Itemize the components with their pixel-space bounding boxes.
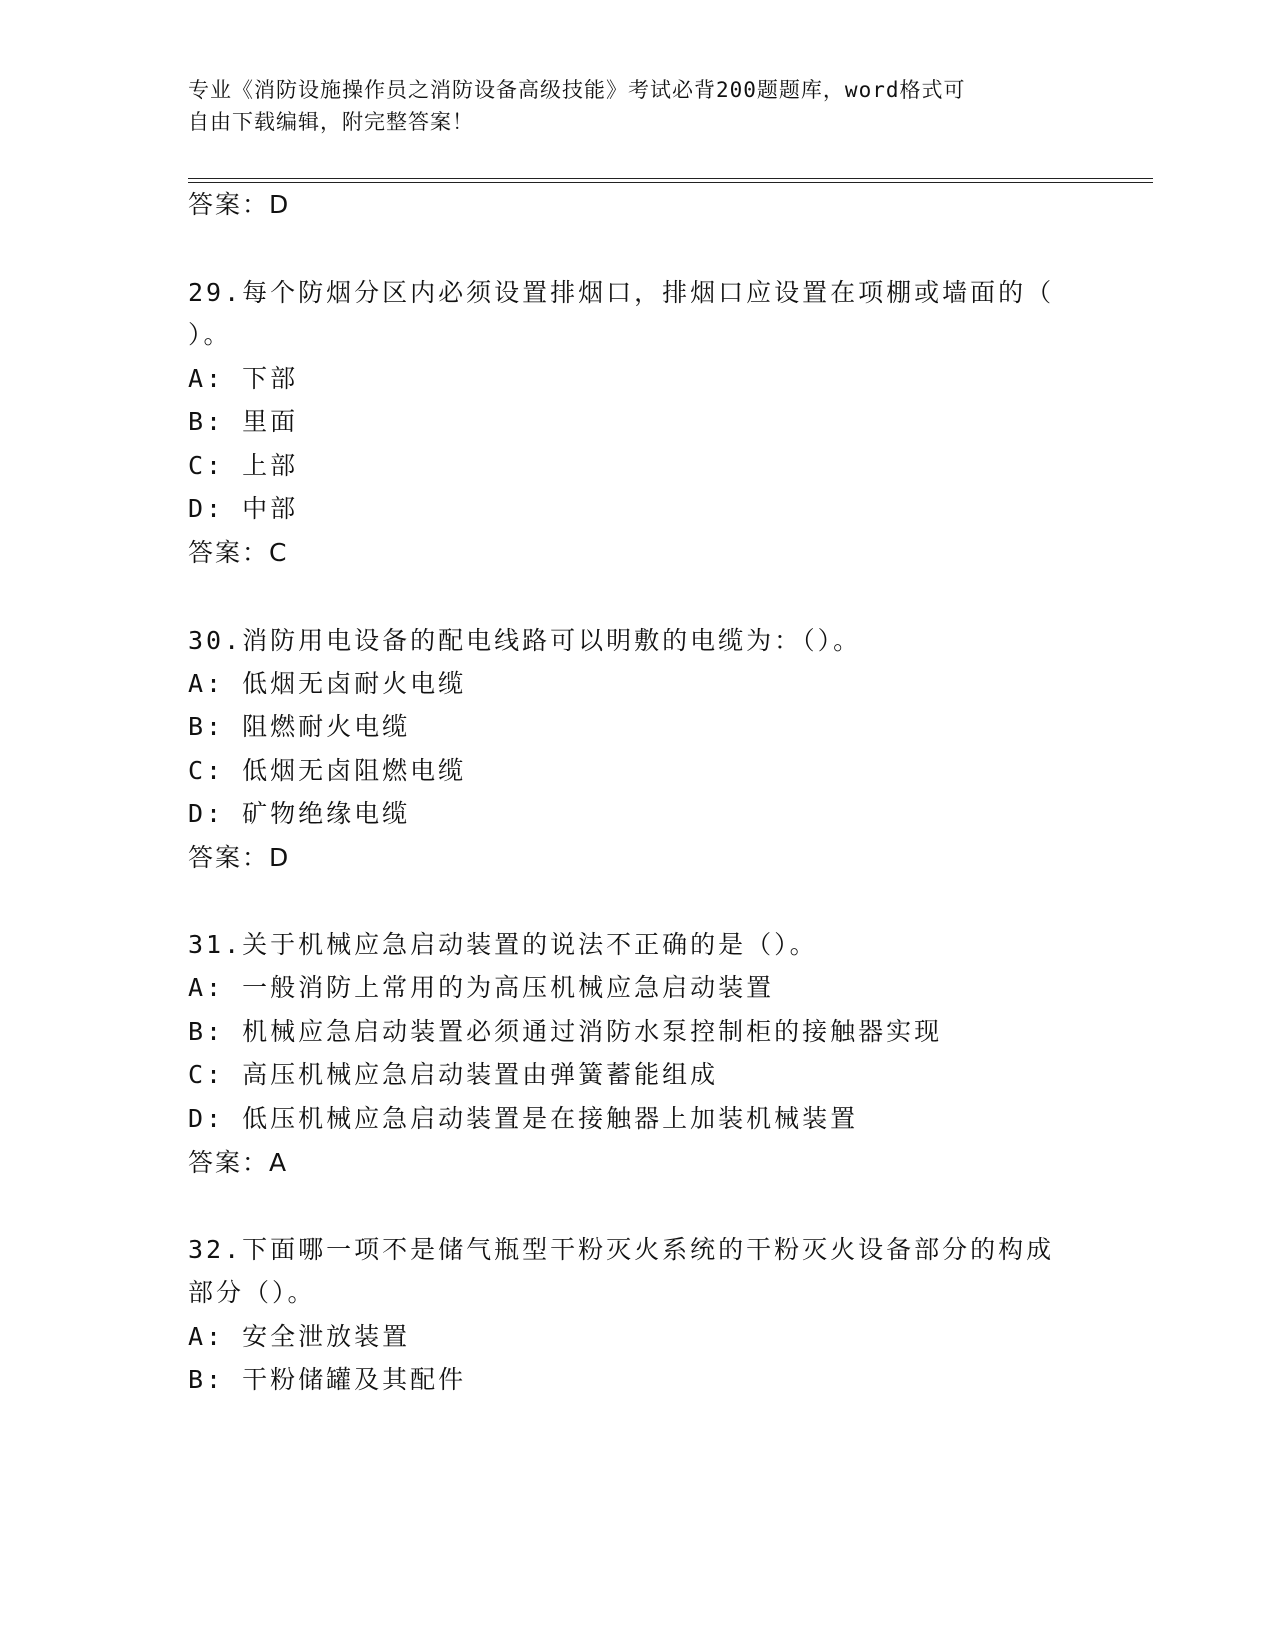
question-stem: ）。 [188, 320, 232, 349]
option-c: C: 上部 [188, 451, 299, 480]
question-stem: 32.下面哪一项不是储气瓶型干粉灭火系统的干粉灭火设备部分的构成 [188, 1235, 1055, 1264]
option-a: A: 一般消防上常用的为高压机械应急启动装置 [188, 973, 775, 1002]
option-b: B: 干粉储罐及其配件 [188, 1365, 467, 1394]
option-a: A: 下部 [188, 364, 299, 393]
option-a: A: 低烟无卤耐火电缆 [188, 669, 467, 698]
answer-line: 答案：D [188, 843, 291, 872]
option-b: B: 里面 [188, 407, 299, 436]
question-stem: 31.关于机械应急启动装置的说法不正确的是（）。 [188, 930, 818, 959]
question-stem: 30.消防用电设备的配电线路可以明敷的电缆为：（）。 [188, 626, 862, 655]
header-divider [188, 182, 1153, 183]
option-a: A: 安全泄放装置 [188, 1322, 411, 1351]
option-c: C: 低烟无卤阻燃电缆 [188, 756, 467, 785]
option-c: C: 高压机械应急启动装置由弹簧蓄能组成 [188, 1060, 719, 1089]
header-line-1: 专业《消防设施操作员之消防设备高级技能》考试必背200题题库，word格式可 [188, 78, 966, 102]
option-b: B: 阻燃耐火电缆 [188, 712, 411, 741]
page-header [188, 74, 1068, 138]
header-line-2: 自由下载编辑，附完整答案！ [188, 110, 474, 134]
answer-line: 答案：A [188, 1148, 289, 1177]
header-divider [188, 178, 1153, 179]
option-b: B: 机械应急启动装置必须通过消防水泵控制柜的接触器实现 [188, 1017, 943, 1046]
question-stem: 部分（）。 [188, 1278, 316, 1307]
option-d: D: 中部 [188, 494, 299, 523]
question-stem: 29.每个防烟分区内必须设置排烟口，排烟口应设置在项棚或墙面的（ [188, 278, 1055, 307]
answer-line: 答案：D [188, 190, 291, 219]
option-d: D: 矿物绝缘电缆 [188, 799, 411, 828]
answer-line: 答案：C [188, 538, 289, 567]
option-d: D: 低压机械应急启动装置是在接触器上加装机械装置 [188, 1104, 859, 1133]
